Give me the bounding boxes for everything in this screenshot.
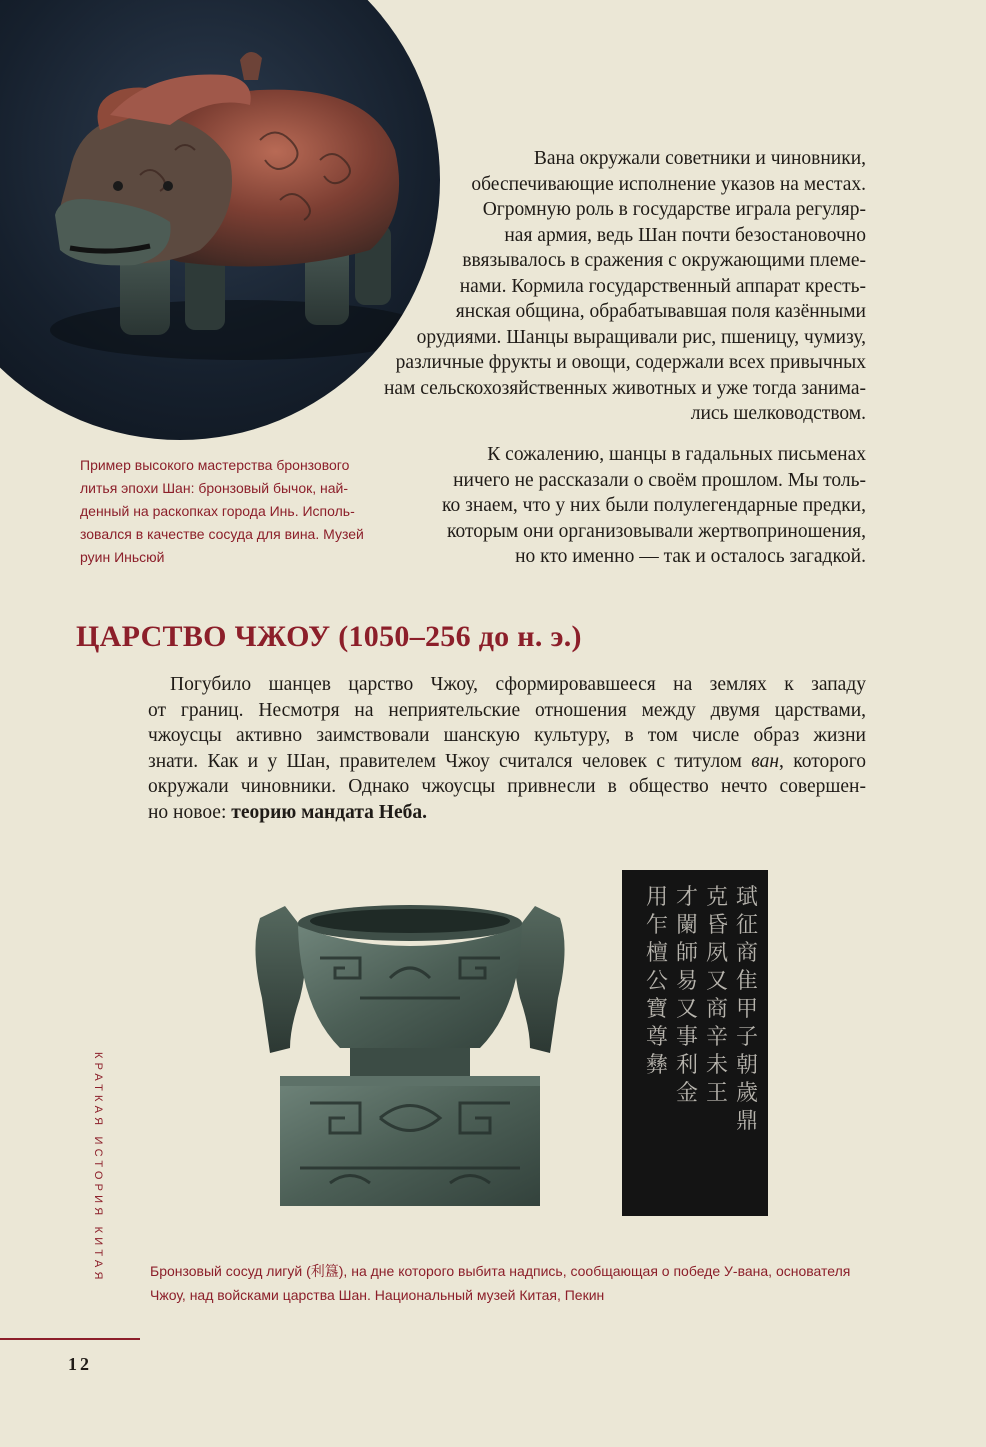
book-title-side-label: КРАТКАЯ ИСТОРИЯ КИТАЯ <box>92 1052 104 1284</box>
text-line: орудиями. Шанцы выращивали рис, пшеницу, чумизу, <box>416 326 866 348</box>
caption-segment: Бронзовый сосуд лигуй ( <box>150 1263 311 1279</box>
caption-line: Пример высокого мастерства бронзового <box>80 457 350 473</box>
text-line <box>148 749 866 775</box>
caption-line: зовался в качестве сосуда для вина. Музей <box>80 526 364 542</box>
text-line: лись шелководством. <box>690 403 866 424</box>
caption-line: руин Иньсюй <box>80 549 165 565</box>
text-line: ная армия, ведь Шан почти безостановочно <box>504 224 866 246</box>
text-line: ввязывалось в сражения с окружающими племе- <box>462 250 866 271</box>
caption-ligui-vessel <box>150 1260 870 1307</box>
ligui-vessel-illustration <box>240 888 580 1218</box>
text-line: которым они организовывали жертвоприношения, <box>447 520 866 542</box>
text-line: окружали чиновники. Однако чжоусцы привнесли в общество нечто совершен- <box>148 776 866 797</box>
caption-chinese-name: 利簋 <box>310 1264 339 1280</box>
text-line: различные фрукты и овощи, содержали всех привычных <box>395 352 866 373</box>
text-line: чжоусцы активно заимствовали шанскую культуру, в том числе образ жизни <box>148 725 866 746</box>
caption-segment: ), на дне которого выбита надпись, сообщающая о победе У-вана, основателя Чжоу, над войсками царства Шан. Национальный музей Китая, Пекин <box>150 1263 851 1303</box>
rubbing-column: 克昏夙又商辛未王 <box>705 885 728 1106</box>
caption-bronze-bull <box>80 454 390 569</box>
rubbing-column: 才闌師易又事利金 <box>675 885 698 1106</box>
term-mandate-of-heaven: теорию мандата Неба. <box>231 801 427 823</box>
paragraph-shang-ancestors <box>412 442 866 570</box>
text-line: нам сельскохозяйственных животных и уже тогда занима- <box>383 377 866 399</box>
text-line: обеспечивающие исполнение указов на местах. <box>471 173 866 195</box>
caption-line: денный на раскопках города Инь. Исполь- <box>80 503 355 519</box>
text-line: нами. Кормила государственный аппарат кресть- <box>459 275 866 297</box>
text-segment: знати. Как и у Шан, правителем Чжоу считался человек с титулом <box>148 750 752 772</box>
text-line: К сожалению, шанцы в гадальных письменах <box>487 444 866 465</box>
rubbing-column: 用乍檀公寶尊彝 <box>645 885 668 1078</box>
paragraph-shang-administration <box>260 146 866 427</box>
text-line: но кто именно — так и осталось загадкой. <box>515 546 866 567</box>
inscription-rubbing <box>622 870 768 1216</box>
text-line: Погубило шанцев царство Чжоу, сформировавшееся на землях к западу <box>170 674 866 695</box>
rubbing-column: 珷征商隹甲子朝歲鼎 <box>735 885 758 1134</box>
text-line: Огромную роль в государстве играла регуляр- <box>482 199 866 220</box>
text-line <box>148 800 866 826</box>
section-title: ЦАРСТВО ЧЖОУ (1050–256 до н. э.) <box>76 620 582 653</box>
caption-line: литья эпохи Шан: бронзовый бычок, най- <box>80 480 349 496</box>
term-wang: ван <box>751 750 780 772</box>
ligui-vessel-photo <box>240 888 580 1223</box>
text-line: ничего не рассказали о своём прошлом. Мы толь- <box>453 469 866 491</box>
text-line: янская община, обрабатывавшая поля казёнными <box>455 301 866 322</box>
text-segment: но новое: <box>148 801 232 823</box>
paragraph-zhou-kingdom <box>148 672 866 825</box>
text-segment: , которого <box>779 750 866 772</box>
footer-rule <box>0 1338 140 1340</box>
text-line: Вана окружали советники и чиновники, <box>533 148 866 169</box>
text-line: от границ. Несмотря на неприятельские отношения между двумя царствами, <box>148 699 866 721</box>
text-line: ко знаем, что у них были полулегендарные предки, <box>442 495 866 516</box>
page-number: 12 <box>68 1354 92 1374</box>
